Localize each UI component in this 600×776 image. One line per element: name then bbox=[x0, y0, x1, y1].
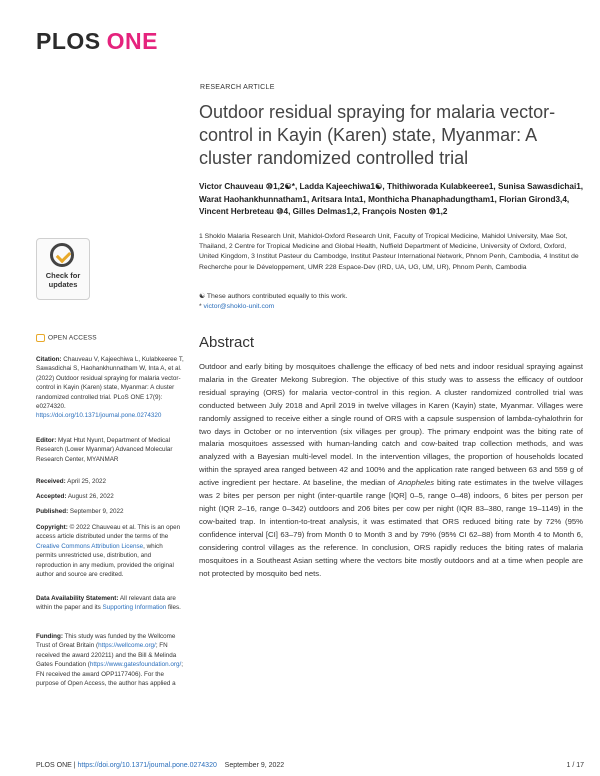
citation-block bbox=[36, 355, 184, 421]
abstract-heading: Abstract bbox=[199, 334, 255, 351]
license-link[interactable]: Creative Commons Attribution License bbox=[36, 542, 144, 550]
abstract-text-2: biting rate estimates in the twelve villages was 2 bites per person per night (inter-quartile range [IQR] 0–5, range 0–48) indoors, 6 bites per person per night (IQR 2–16, range 0–342) outdoors and 206 bites per cow per night (IQR 83–380, range 19–1149) in the cow-baited trap. In intention-to-treat analysis, it was estimated that ORS reduced biting rate by 72% (95% confidence interval [CI] 63–79) from Month 0 to Month 3 and by 79% (95% CI 62–88) from Month 4 to Month 6, considering control villages as the reference. In conclusion, ORS rapidly reduces the biting rates of malaria mosquitoes in a Southeast Asian setting where the vectors bite mostly outdoors and at a time when people are not protected by mosquito bed nets. bbox=[199, 478, 583, 578]
badge-line2: updates bbox=[48, 280, 78, 289]
gates-link[interactable]: https://www.gatesfoundation.org/ bbox=[89, 661, 182, 669]
published-date: Published: September 9, 2022 bbox=[36, 508, 124, 515]
footer-journal: PLOS ONE bbox=[36, 762, 72, 769]
citation-doi-link[interactable]: https://doi.org/10.1371/journal.pone.0274320 bbox=[36, 412, 162, 420]
footer-doi-link[interactable]: https://doi.org/10.1371/journal.pone.0274320 bbox=[77, 762, 217, 769]
supporting-information-link[interactable]: Supporting Information bbox=[102, 604, 167, 612]
copyright-block: Copyright: © 2022 Chauveau et al. This is an open access article distributed under the terms of the Creative Commons Attribution License, which permits unrestricted use, distribution, and reproduction in any medium, provided the original author and source are credited. bbox=[36, 524, 181, 579]
footer-date: September 9, 2022 bbox=[224, 762, 285, 769]
affiliations: 1 Shoklo Malaria Research Unit, Mahidol-Oxford Research Unit, Faculty of Tropical Medicine, Mahidol University, Mae Sot, Thailand, 2 Centre for Tropical Medicine and Global Health, Nuffield Department of Medicine, University of Oxford, Oxford, United Kingdom, 3 Institut Pasteur du Cambodge, Institut Pasteur International Network, Phnom Penh, Cambodia, 4 Institut de Recherche pour le Développement, UMR 228 Espace-Dev (IRD, UA, UG, UM, UR), Phnom Penh, Cambodia bbox=[199, 233, 579, 271]
wellcome-link[interactable]: https://wellcome.org/ bbox=[98, 642, 156, 650]
citation-text: Chauveau V, Kajeechiwa L, Kulabkeeree T, Sawasdichai S, Haohankhunnatham W, Inta A, et al. (2022) Outdoor residual spraying for malaria vector-control in Kayin (Karen) state, Myanmar: A cluster randomized controlled trial. PLoS ONE 17(9): e0274320. bbox=[36, 356, 184, 411]
open-access-label bbox=[36, 334, 97, 342]
funding-block: Funding: This study was funded by the Wellcome Trust of Great Britain (https://wellcome.org/; FN received the award 220211) and the Bill & Melinda Gates Foundation (https://www.gatesfoundation.org/; FN received the award OPP1177406). For the purpose of Open Access, the author has applied a bbox=[36, 633, 184, 688]
editor-label: Editor: bbox=[36, 437, 57, 444]
corresponding-email-link[interactable]: victor@shoklo-unit.com bbox=[203, 303, 275, 310]
editor-text: Myat Htut Nyunt, Department of Medical Research (Lower Myanmar) Advanced Molecular Research Center, MYANMAR bbox=[36, 437, 173, 463]
page-number: 1 / 17 bbox=[566, 762, 584, 769]
check-updates-icon bbox=[50, 243, 74, 267]
abstract-italic-term: Anopheles bbox=[397, 478, 435, 488]
article-title: Outdoor residual spraying for malaria vector-control in Kayin (Karen) state, Myanmar: A cluster randomized controlled trial bbox=[199, 102, 556, 168]
journal-logo bbox=[36, 28, 158, 55]
badge-line1: Check for bbox=[45, 271, 81, 280]
citation-label: Citation: bbox=[36, 356, 62, 363]
accepted-date: Accepted: August 26, 2022 bbox=[36, 493, 114, 500]
abstract-body bbox=[199, 361, 583, 580]
equal-contribution-note: ☯ These authors contributed equally to this work. * victor@shoklo-unit.com bbox=[199, 292, 584, 312]
author-list: Victor Chauveau ⑩1,2☯*, Ladda Kajeechiwa1☯, Thithiworada Kulabkeeree1, Sunisa Sawasdichai1, Warat Haohankhunnatham1, Aritsara Inta1, Monthicha Phanaphadungtham1, Florian Girond3,4, Vincent Herbreteau ⑩4, Gilles Delmas1,2, François Nosten ⑩1,2 bbox=[199, 182, 584, 216]
journal-logo-plos: PLOS bbox=[36, 28, 101, 54]
abstract-text-1: Outdoor and early biting by mosquitoes challenge the efficacy of bed nets and indoor residual spraying against malaria in the Greater Mekong Subregion. The objective of this study was to assess the efficacy of outdoor residual spraying (ORS) for malaria vector-control in this region. A cluster randomized controlled trial was conducted between July 2018 and April 2019 in twelve villages in Karen (Kayin) state, Myanmar. Villages were randomly assigned to receive either a single round of ORS with a capsule suspension of lambda-cyhalothrin for two days in October or no intervention (six villages per group). The primary endpoint was the biting rate of malaria mosquitoes assessed with human-landing catch and cow-baited trap collection methods, and was analyzed with a Bayesian multi-level model. In the intervention villages, the proportion of households located within the sprayed area ranged between 42 and 100% and the application rate ranged between 63 and 559 g of active ingredient per hectare. At baseline, the median of bbox=[199, 362, 583, 488]
page-footer: PLOS ONE | https://doi.org/10.1371/journal.pone.0274320 September 9, 2022 1 / 17 bbox=[36, 762, 584, 769]
open-lock-icon bbox=[36, 334, 45, 342]
article-type: RESEARCH ARTICLE bbox=[200, 84, 275, 91]
equal-note: ☯ These authors contributed equally to this work. bbox=[199, 293, 348, 300]
check-for-updates-badge[interactable] bbox=[36, 238, 90, 300]
journal-logo-one: ONE bbox=[106, 28, 158, 54]
editor-block bbox=[36, 436, 184, 464]
open-access-text: OPEN ACCESS bbox=[48, 334, 97, 342]
data-availability-block: Data Availability Statement: All relevant data are within the paper and its Supporting Information files. bbox=[36, 595, 181, 612]
received-date: Received: April 25, 2022 bbox=[36, 478, 107, 485]
